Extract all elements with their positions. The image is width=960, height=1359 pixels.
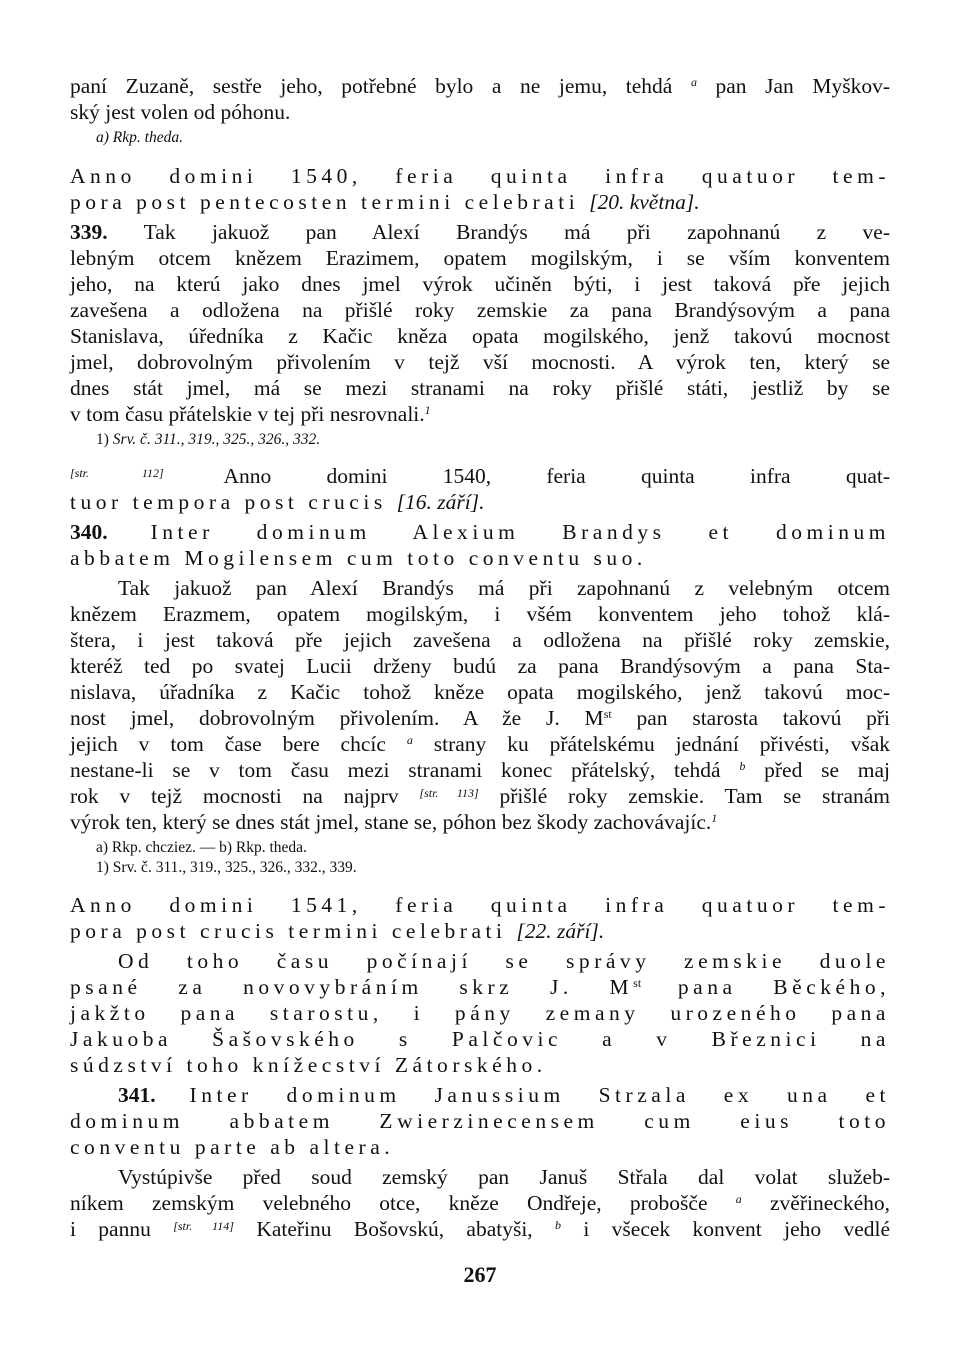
text-line: nost jmel, dobrovolným přivolením. A že J. Mst pan starosta takovú při [70, 706, 891, 730]
entry-number: 340. [70, 520, 108, 544]
footnote: a) Rkp. theda. [96, 129, 183, 146]
entry-note: Od toho času počínají se správy zemskie duole [118, 949, 890, 973]
entry-title: conventu parte ab altera. [70, 1135, 395, 1159]
entry-number: 341. [118, 1083, 156, 1107]
entry-note: súdzství toho knížecství Zátorského. [70, 1053, 547, 1077]
text-line: Stanislava, úředníka z Kačic kněza opata mogilského, jenž takovú mocnost [70, 324, 890, 348]
entry-heading: Anno domini 1540, feria quinta infra quatuor tem- [70, 164, 890, 188]
text-line: kteréž ted po svatej Lucii drženy budú za pana Brandýsovým a pana Sta- [70, 654, 890, 678]
footnote-marker: a [690, 75, 697, 89]
text-line: ský jest volen od póhonu. [70, 100, 291, 124]
entry-heading: pora post pentecosten termini celebrati [20. května]. [70, 190, 700, 214]
footnote-marker: a [735, 1192, 742, 1206]
footnote: 1) Srv. č. 311., 319., 325., 326., 332. [96, 431, 321, 448]
entry-title: abbatem Mogilensem cum toto conventu suo. [70, 546, 647, 570]
text-line: níkem zemským velebného otce, kněze Ondřeje, probošče $^a$ zvěřineckého, [70, 1191, 890, 1215]
entry-heading: tuor tempora post crucis [16. září]. [70, 490, 485, 514]
entry-heading: pora post crucis termini celebrati [22. září]. [70, 919, 605, 943]
text-line: nestane-li se v tom času mezi stranami konec přátelský, tehdá $^b$ před se maj [70, 758, 891, 782]
text-line: jmel, dobrovolným přivolením v tejž vší mocnosti. A výrok ten, který se [70, 350, 890, 374]
footnote-marker: 1 [711, 811, 718, 825]
footnote: a) Rkp. chcziez. — b) Rkp. theda. [96, 839, 307, 856]
text-line: Tak jakuož pan Alexí Brandýs má při zapohnanú z velebným otcem [118, 576, 890, 600]
text-line: nislava, úřadníka z Kačic tohož kněze opata mogilského, jenž takovú moc- [70, 680, 890, 704]
text-line: knězem Erazmem, opatem mogilským, i všém konventem jeho tohož klá- [70, 602, 890, 626]
page-reference: [str. 113] [419, 786, 479, 800]
entry-title: 340. Inter dominum Alexium Brandys et dominum [70, 520, 890, 544]
page-number: 267 [463, 1262, 497, 1287]
text-line: zavešena a odložena na přišlé roky zemskie za pana Brandýsovým a pana [70, 298, 890, 322]
entry-number: 339. [70, 220, 108, 244]
text-line: 339. Tak jakuož pan Alexí Brandýs má při zapohnanú z ve- [70, 220, 890, 244]
text-line: Vystúpivše před soud zemský pan Januš Střala dal volat služeb- [118, 1165, 890, 1189]
text-line: i pannu [str. 114] Kateřinu Bošovskú, abatyši, $^b$ i všecek konvent jeho vedlé [70, 1217, 891, 1241]
text-line: lebným otcem knězem Erazimem, opatem mogilským, i se vším konventem [70, 246, 890, 270]
text-line: jeho, na kterú jako dnes jmel výrok učiněn býti, i jest taková pře jejich [70, 272, 890, 296]
text-line: rok v tejž mocnosti na najprv [str. 113] přišlé roky zemskie. Tam se stranám [70, 784, 891, 808]
footnote-marker: 1 [424, 403, 431, 417]
page-reference: [str. 114] [173, 1219, 234, 1233]
footnote-marker: b [739, 759, 746, 773]
text-line: paní Zuzaně, sestře jeho, potřebné bylo a ne jemu, tehdá $^a$ pan Jan Myškov- [70, 74, 891, 98]
entry-heading: Anno domini 1541, feria quinta infra quatuor tem- [70, 893, 890, 917]
text-line: jejich v tom čase bere chcíc $^a$ strany ku přátelskému jednání přivésti, však [70, 732, 890, 756]
entry-note: jakžto pana starostu, i pány zemany urozeného pana [70, 1001, 890, 1025]
text-line: výrok ten, který se dnes stát jmel, stane se, póhon bez škody zachovávajíc.$^1$ [70, 810, 718, 834]
footnote-marker: b [555, 1218, 562, 1232]
footnote-marker: a [406, 733, 413, 747]
entry-title: dominum abbatem Zwierzinecensem cum eius toto [70, 1109, 890, 1133]
text-line: štera, i jest taková pře jejich zavešena a odložena na přišlé roky zemskie, [70, 628, 890, 652]
entry-title: 341. Inter dominum Janussium Strzala ex una et [118, 1083, 890, 1107]
entry-note: Jakuoba Šašovského s Palčovic a v Březnici na [70, 1027, 890, 1051]
text-line: dnes stát jmel, má se mezi stranami na roky přišlé státi, jestliž by se [70, 376, 890, 400]
footnote: 1) Srv. č. 311., 319., 325., 326., 332., 339. [96, 859, 357, 876]
page-reference: [str. 112] [70, 466, 164, 480]
entry-note: psané za novovybráním skrz J. Mst pana Běckého, [70, 975, 890, 999]
entry-heading: [str. 112] Anno domini 1540, feria quinta infra quat- [70, 464, 891, 488]
text-line: v tom času přátelskie v tej při nesrovnali.$^1$ [70, 402, 431, 426]
